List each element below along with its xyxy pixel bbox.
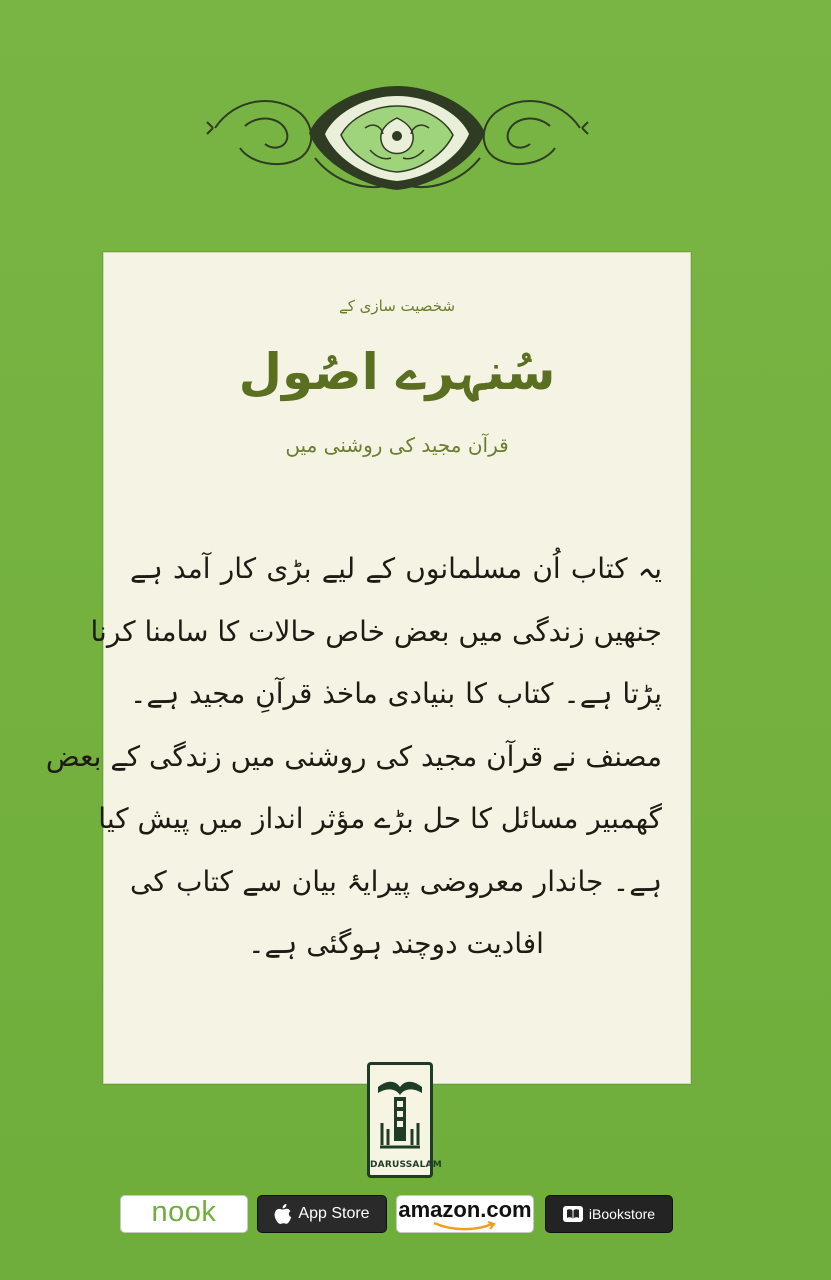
book-subtitle: قرآن مجید کی روشنی میں <box>285 433 509 457</box>
amazon-store-badge[interactable] <box>396 1195 534 1233</box>
description-line: پڑتا ہے۔ کتاب کا بنیادی ماخذ قرآنِ مجید ہے۔ <box>130 677 662 710</box>
description-panel <box>45 252 691 1084</box>
description-line: گھمبیر مسائل کا حل بڑے مؤثر انداز میں پیش کیا <box>98 802 662 835</box>
darussalam-emblem-icon <box>370 1067 430 1157</box>
publisher-name: DARUSSALAM <box>370 1160 442 1170</box>
apple-icon <box>274 1204 292 1224</box>
book-title: سُنہرے اصُول <box>238 343 556 401</box>
ibookstore-label: iBookstore <box>588 1206 656 1222</box>
description-line: مصنف نے قرآن مجید کی روشنی میں زندگی کے بعض <box>45 739 662 773</box>
description-line: ہے۔ جاندار معروضی پیرایۂ بیان سے کتاب کی <box>130 864 662 898</box>
ibooks-icon <box>563 1206 583 1222</box>
book-description <box>45 538 662 976</box>
darussalam-logo <box>367 1062 442 1178</box>
nook-store-badge[interactable] <box>120 1195 248 1233</box>
description-line: یہ کتاب اُن مسلمانوں کے لیے بڑی کار آمد ہے <box>130 552 662 585</box>
nook-label: nook <box>151 1196 217 1228</box>
amazon-label: amazon.com <box>398 1197 532 1222</box>
description-line: جنھیں زندگی میں بعض خاص حالات کا سامنا کرنا <box>90 614 662 648</box>
floral-arabesque-ornament-icon <box>205 78 590 198</box>
pre-title: شخصیت سازی کے <box>338 297 456 315</box>
app-store-badge[interactable] <box>257 1195 387 1233</box>
description-line: افادیت دوچند ہوگئی ہے۔ <box>248 927 544 960</box>
amazon-smile-icon <box>430 1221 500 1231</box>
app-store-label: App Store <box>298 1205 370 1222</box>
ibookstore-badge[interactable] <box>545 1195 673 1233</box>
